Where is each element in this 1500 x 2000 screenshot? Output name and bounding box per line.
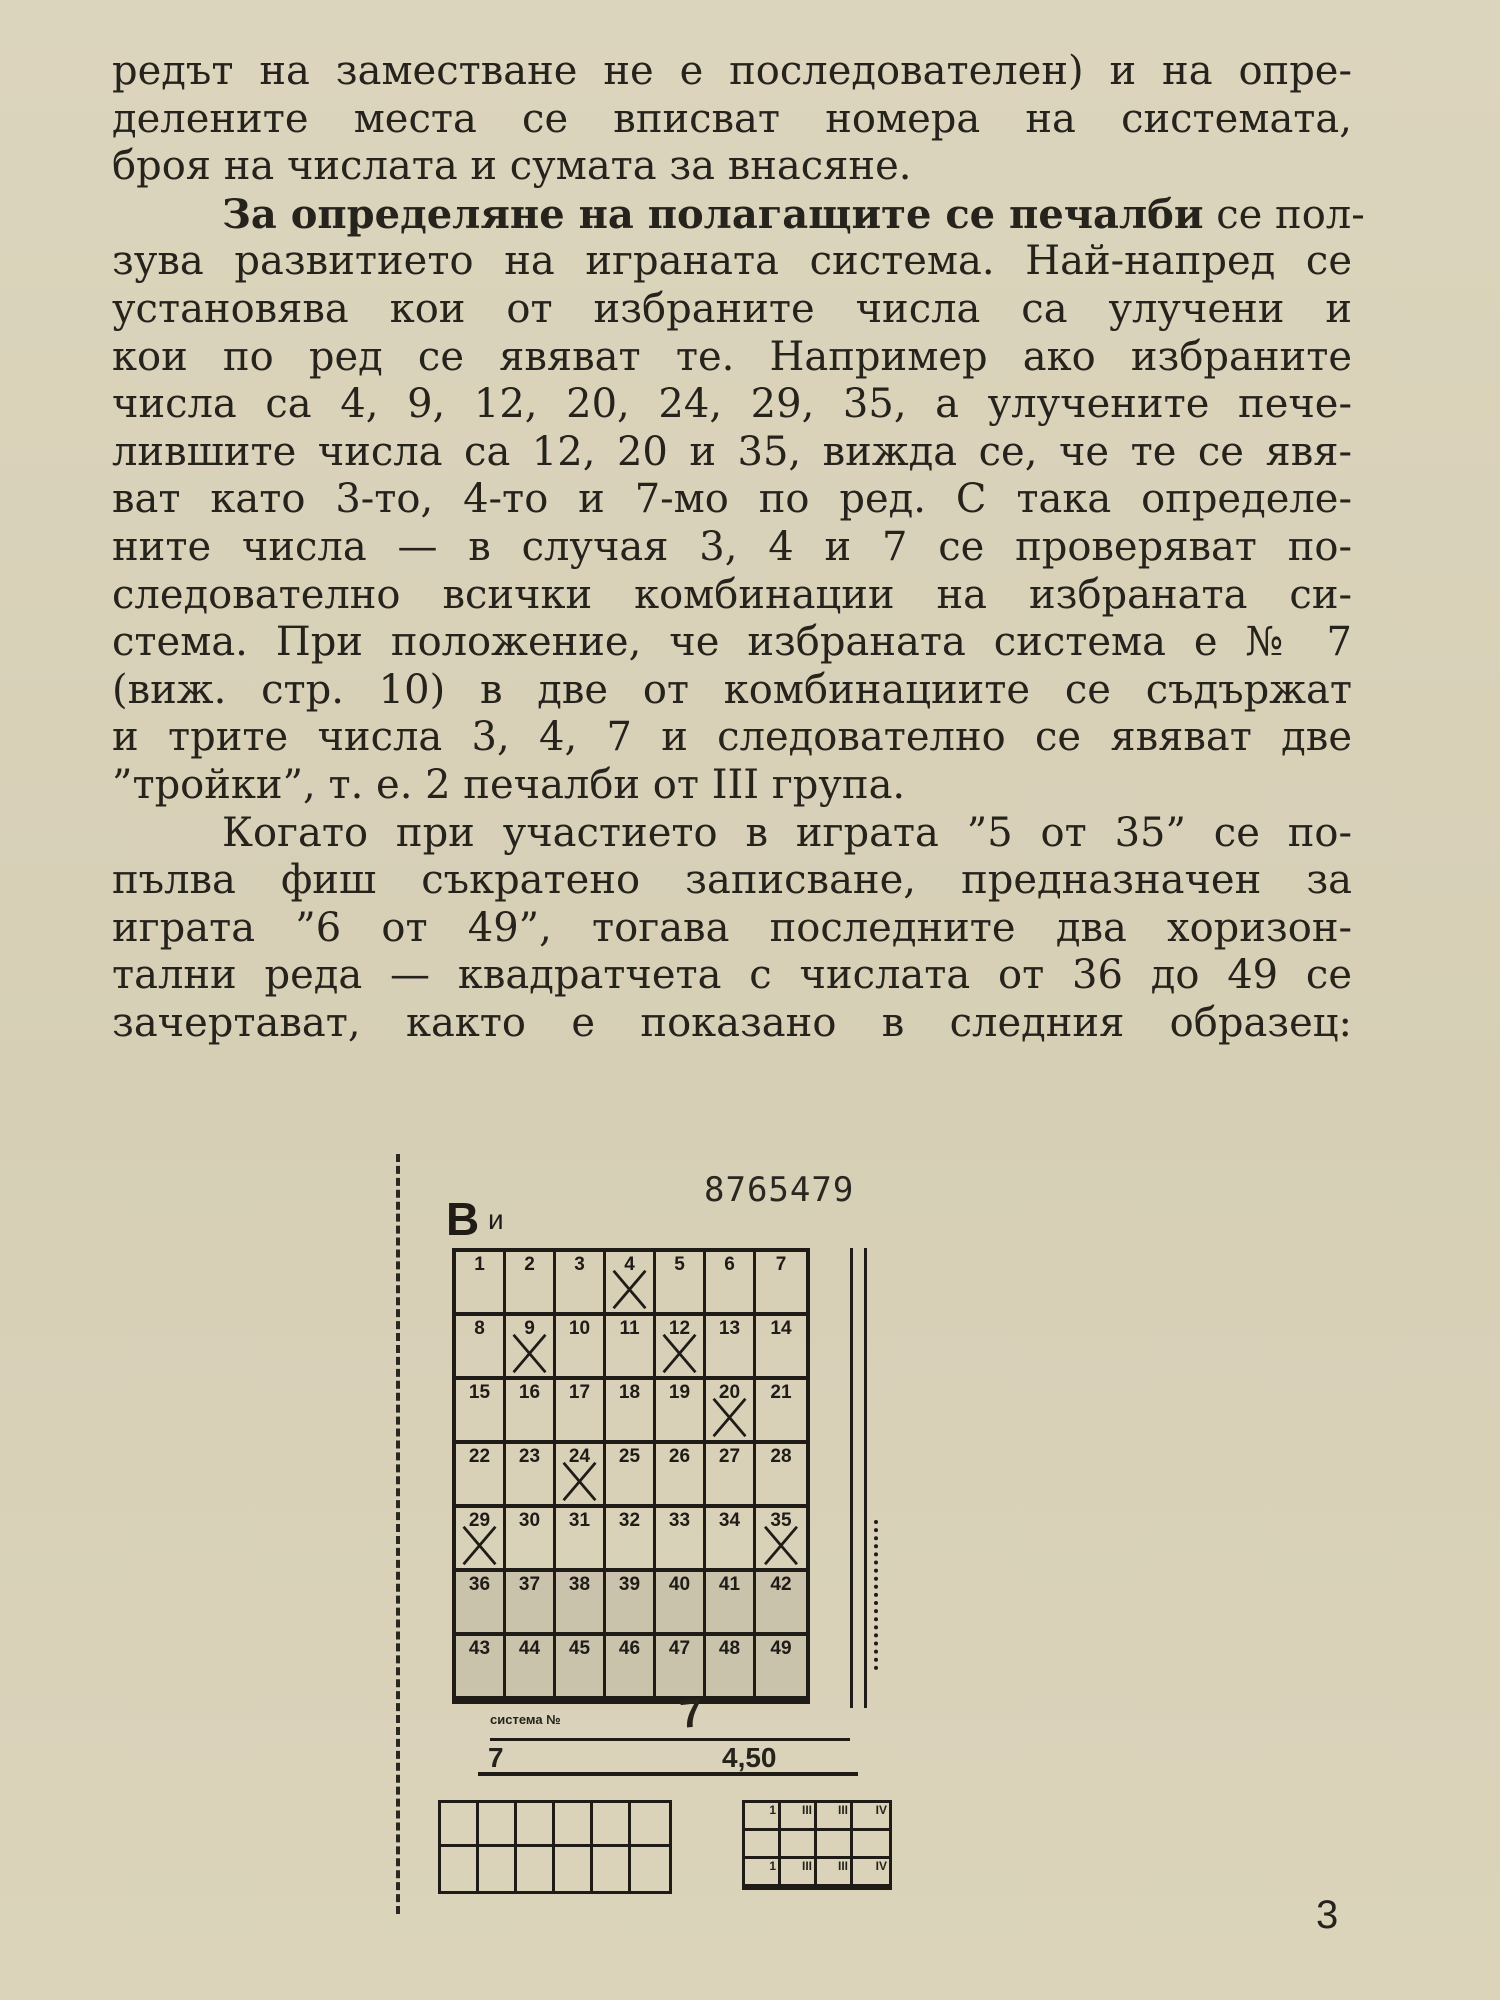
number-cell: 35 bbox=[756, 1508, 806, 1572]
number-cell: 24 bbox=[556, 1444, 606, 1508]
number-cell: 20 bbox=[706, 1380, 756, 1444]
number-cell: 40 bbox=[656, 1572, 706, 1636]
cross-mark-icon bbox=[756, 1508, 806, 1568]
system-rule bbox=[490, 1738, 850, 1741]
number-cell: 33 bbox=[656, 1508, 706, 1572]
text-line: делените места се вписват номера на системата, bbox=[112, 95, 1352, 142]
number-cell: 27 bbox=[706, 1444, 756, 1508]
text-line: и трите числа 3, 4, 7 и следователно се явяват две bbox=[112, 714, 1352, 761]
text-line: лившите числа са 12, 20 и 35, вижда се, че те се явя- bbox=[112, 428, 1352, 475]
page-number: 3 bbox=[1316, 1893, 1339, 1937]
number-cell: 45 bbox=[556, 1636, 606, 1700]
text-line: зачертават, както е показано в следния образец: bbox=[112, 999, 1352, 1046]
cross-mark-icon bbox=[506, 1316, 553, 1376]
cross-mark-icon bbox=[456, 1508, 503, 1568]
system-label: система № bbox=[490, 1712, 561, 1727]
text-line: числа са 4, 9, 12, 20, 24, 29, 35, а улучените пече- bbox=[112, 381, 1352, 428]
number-cell: 42 bbox=[756, 1572, 806, 1636]
text-line: редът на заместване не е последователен) и на опре- bbox=[112, 48, 1352, 94]
number-cell: 38 bbox=[556, 1572, 606, 1636]
cross-mark-icon bbox=[656, 1316, 703, 1376]
number-cell: 19 bbox=[656, 1380, 706, 1444]
lottery-ticket-figure bbox=[396, 1140, 956, 1920]
number-cell: 14 bbox=[756, 1316, 806, 1380]
number-cell: 8 bbox=[456, 1316, 506, 1380]
text-line: стема. При положение, че избраната система е № 7 bbox=[112, 619, 1352, 666]
number-cell: 2 bbox=[506, 1252, 556, 1316]
text-line: броя на числата и сумата за внасяне. bbox=[112, 143, 912, 190]
number-cell: 11 bbox=[606, 1316, 656, 1380]
number-cell: 26 bbox=[656, 1444, 706, 1508]
number-cell: 18 bbox=[606, 1380, 656, 1444]
number-cell: 15 bbox=[456, 1380, 506, 1444]
system-number: 7 bbox=[488, 1742, 504, 1773]
ticket-serial: 8765479 bbox=[704, 1170, 855, 1210]
body-text bbox=[112, 48, 1365, 1047]
number-cell: 5 bbox=[656, 1252, 706, 1316]
number-cell: 31 bbox=[556, 1508, 606, 1572]
number-cell: 39 bbox=[606, 1572, 656, 1636]
text-line: (виж. стр. 10) в две от комбинациите се съдържат bbox=[112, 666, 1352, 713]
text-line: играта ”6 от 49”, тогава последните два хоризон- bbox=[112, 904, 1352, 951]
number-cell: 13 bbox=[706, 1316, 756, 1380]
number-cell: 30 bbox=[506, 1508, 556, 1572]
number-cell: 4 bbox=[606, 1252, 656, 1316]
number-cell: 9 bbox=[506, 1316, 556, 1380]
control-boxes: 1 III III IV 1 III III IV bbox=[742, 1800, 892, 1890]
number-cell: 32 bbox=[606, 1508, 656, 1572]
paragraph-2-first-line: За определяне на полагащите се печалби се пол- bbox=[222, 190, 1365, 238]
cross-mark-icon bbox=[606, 1252, 653, 1312]
number-cell: 47 bbox=[656, 1636, 706, 1700]
text-line: установява кои от избраните числа са улучени и bbox=[112, 285, 1352, 332]
number-cell: 17 bbox=[556, 1380, 606, 1444]
text-line: ните числа — в случая 3, 4 и 7 се проверяват по- bbox=[112, 523, 1352, 570]
text-line: Когато при участието в играта ”5 от 35” се по- bbox=[222, 809, 1352, 856]
text-line: тални реда — квадратчета с числата от 36 до 49 се bbox=[112, 952, 1352, 999]
text-line: пълва фиш съкратено записване, предназначен за bbox=[112, 857, 1352, 904]
cross-mark-icon bbox=[556, 1444, 603, 1504]
number-cell: 46 bbox=[606, 1636, 656, 1700]
dotted-mark bbox=[874, 1520, 878, 1670]
text-line: кои по ред се явяват те. Например ако избраните bbox=[112, 333, 1352, 380]
text-line: ”тройки”, т. е. 2 печалби от III група. bbox=[112, 761, 906, 808]
number-cell: 23 bbox=[506, 1444, 556, 1508]
number-cell: 44 bbox=[506, 1636, 556, 1700]
number-cell: 6 bbox=[706, 1252, 756, 1316]
number-cell: 25 bbox=[606, 1444, 656, 1508]
code-boxes bbox=[438, 1800, 672, 1894]
number-cell: 21 bbox=[756, 1380, 806, 1444]
amount-rule bbox=[478, 1772, 858, 1776]
cross-mark-icon bbox=[706, 1380, 753, 1440]
text-line: следователно всички комбинации на избраната си- bbox=[112, 571, 1352, 618]
bold-heading-phrase: За определяне на полагащите се печалби bbox=[222, 190, 1204, 238]
number-grid bbox=[452, 1248, 810, 1704]
ticket-brand: В bbox=[446, 1193, 480, 1245]
number-cell: 10 bbox=[556, 1316, 606, 1380]
number-cell: 49 bbox=[756, 1636, 806, 1700]
number-cell: 48 bbox=[706, 1636, 756, 1700]
amount: 4,50 bbox=[722, 1742, 777, 1773]
number-cell: 12 bbox=[656, 1316, 706, 1380]
system-handwritten-mark: 7 bbox=[677, 1690, 705, 1738]
number-cell: 7 bbox=[756, 1252, 806, 1316]
number-cell: 3 bbox=[556, 1252, 606, 1316]
number-cell: 43 bbox=[456, 1636, 506, 1700]
side-rules bbox=[848, 1248, 872, 1708]
number-cell: 1 bbox=[456, 1252, 506, 1316]
number-cell: 34 bbox=[706, 1508, 756, 1572]
number-cell: 41 bbox=[706, 1572, 756, 1636]
number-cell: 37 bbox=[506, 1572, 556, 1636]
number-cell: 36 bbox=[456, 1572, 506, 1636]
number-cell: 16 bbox=[506, 1380, 556, 1444]
number-cell: 22 bbox=[456, 1444, 506, 1508]
ticket-brand-sub: и bbox=[488, 1204, 504, 1235]
number-cell: 28 bbox=[756, 1444, 806, 1508]
text-line: зува развитието на играната система. Най-напред се bbox=[112, 238, 1352, 285]
number-cell: 29 bbox=[456, 1508, 506, 1572]
perforation-line bbox=[396, 1154, 400, 1914]
text-line: ват като 3-то, 4-то и 7-мо по ред. С така определе- bbox=[112, 476, 1352, 523]
